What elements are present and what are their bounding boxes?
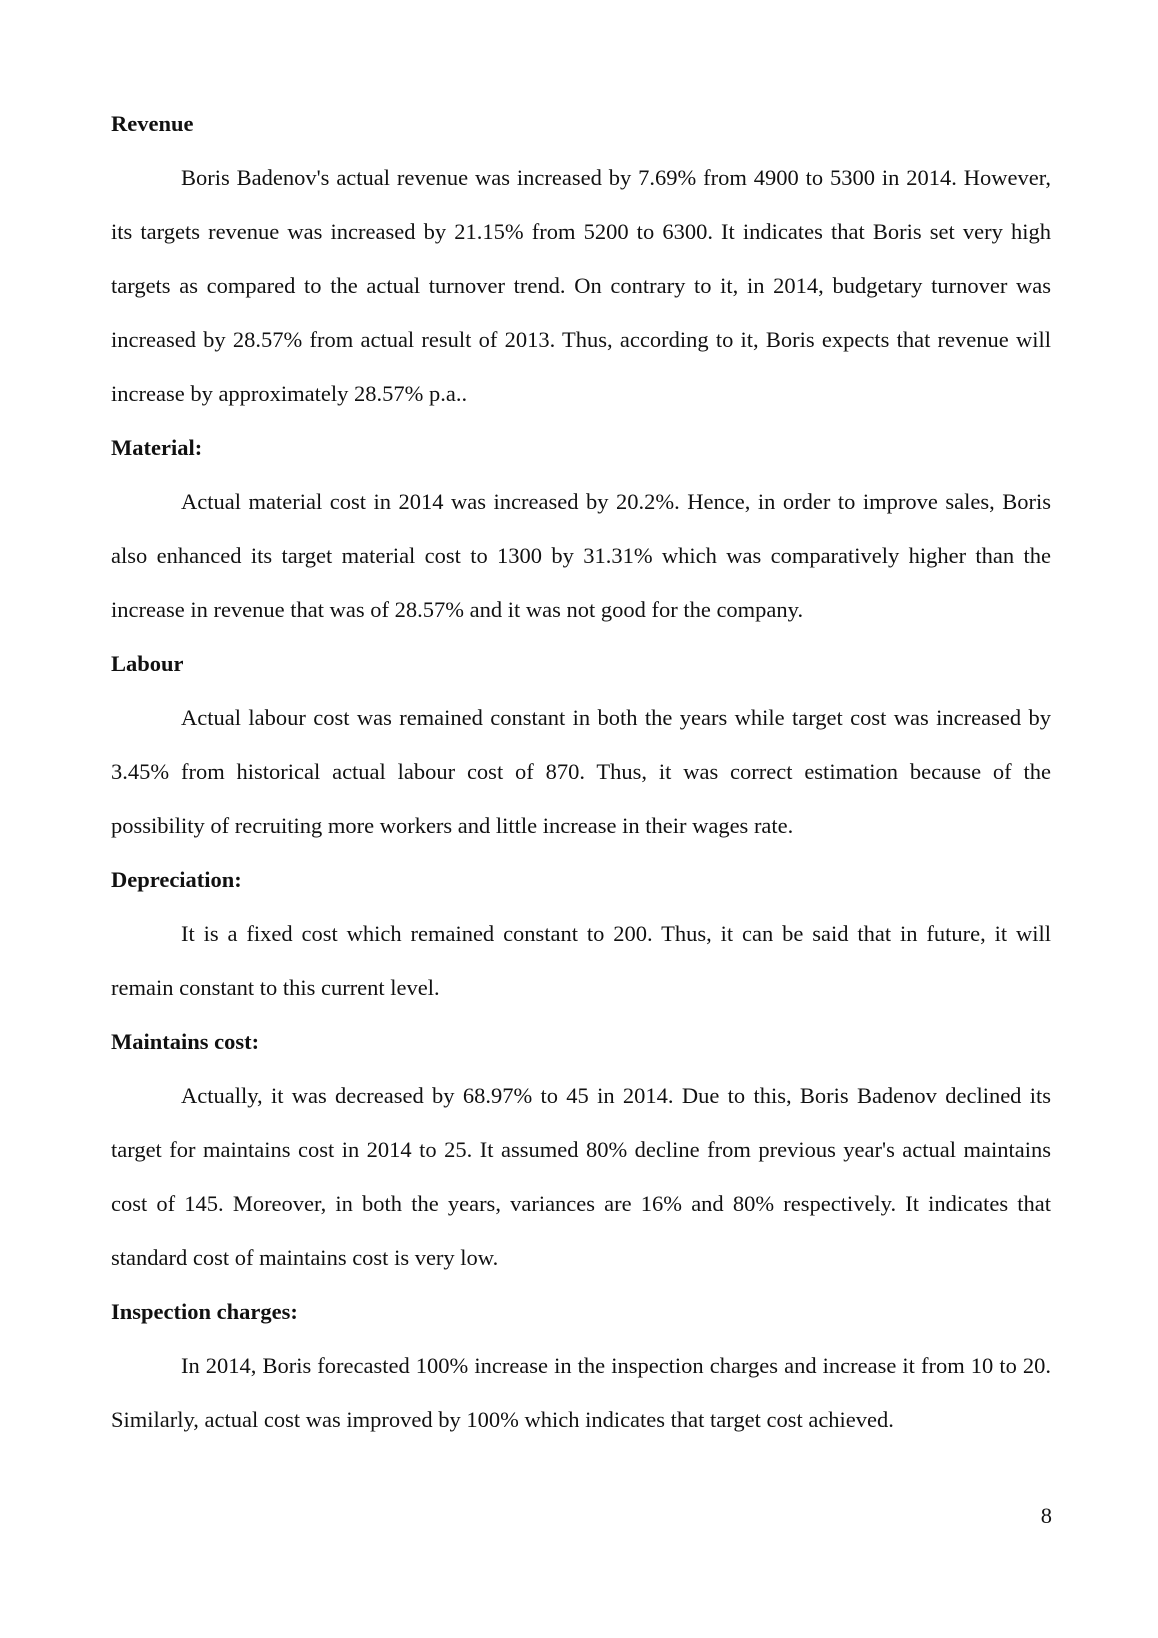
- section-heading-material: Material:: [111, 435, 203, 460]
- section-body-inspection-charges: In 2014, Boris forecasted 100% increase in the inspection charges and increase it from 10 to 20. Similarly, actual cost was improved by 100% which indicates that target cost achieved.: [111, 1353, 1051, 1432]
- section-body-depreciation: It is a fixed cost which remained constant to 200. Thus, it can be said that in future, it will remain constant to this current level.: [111, 921, 1051, 1000]
- section-heading-revenue: Revenue: [111, 111, 194, 136]
- section-body-maintains-cost: Actually, it was decreased by 68.97% to 45 in 2014. Due to this, Boris Badenov declined its target for maintains cost in 2014 to 25. It assumed 80% decline from previous year's actual maintains cost of 145. Moreover, in both the years, variances are 16% and 80% respectively. It indicates that standard cost of maintains cost is very low.: [111, 1083, 1051, 1270]
- section-body-revenue: Boris Badenov's actual revenue was increased by 7.69% from 4900 to 5300 in 2014. However, its targets revenue was increased by 21.15% from 5200 to 6300. It indicates that Boris set very high targets as compared to the actual turnover trend. On contrary to it, in 2014, budgetary turnover was increased by 28.57% from actual result of 2013. Thus, according to it, Boris expects that revenue will increase by approximately 28.57% p.a..: [111, 165, 1051, 406]
- section-heading-maintains-cost: Maintains cost:: [111, 1029, 260, 1054]
- section-body-labour: Actual labour cost was remained constant in both the years while target cost was increased by 3.45% from historical actual labour cost of 870. Thus, it was correct estimation because of the possibility of recruiting more workers and little increase in their wages rate.: [111, 705, 1051, 838]
- section-heading-inspection-charges: Inspection charges:: [111, 1299, 298, 1324]
- page-content: [111, 97, 1051, 1447]
- section-body-material: Actual material cost in 2014 was increased by 20.2%. Hence, in order to improve sales, Boris also enhanced its target material cost to 1300 by 31.31% which was comparatively higher than the increase in revenue that was of 28.57% and it was not good for the company.: [111, 489, 1051, 622]
- section-heading-depreciation: Depreciation:: [111, 867, 242, 892]
- page-number: 8: [1040, 1503, 1052, 1528]
- section-heading-labour: Labour: [111, 651, 184, 676]
